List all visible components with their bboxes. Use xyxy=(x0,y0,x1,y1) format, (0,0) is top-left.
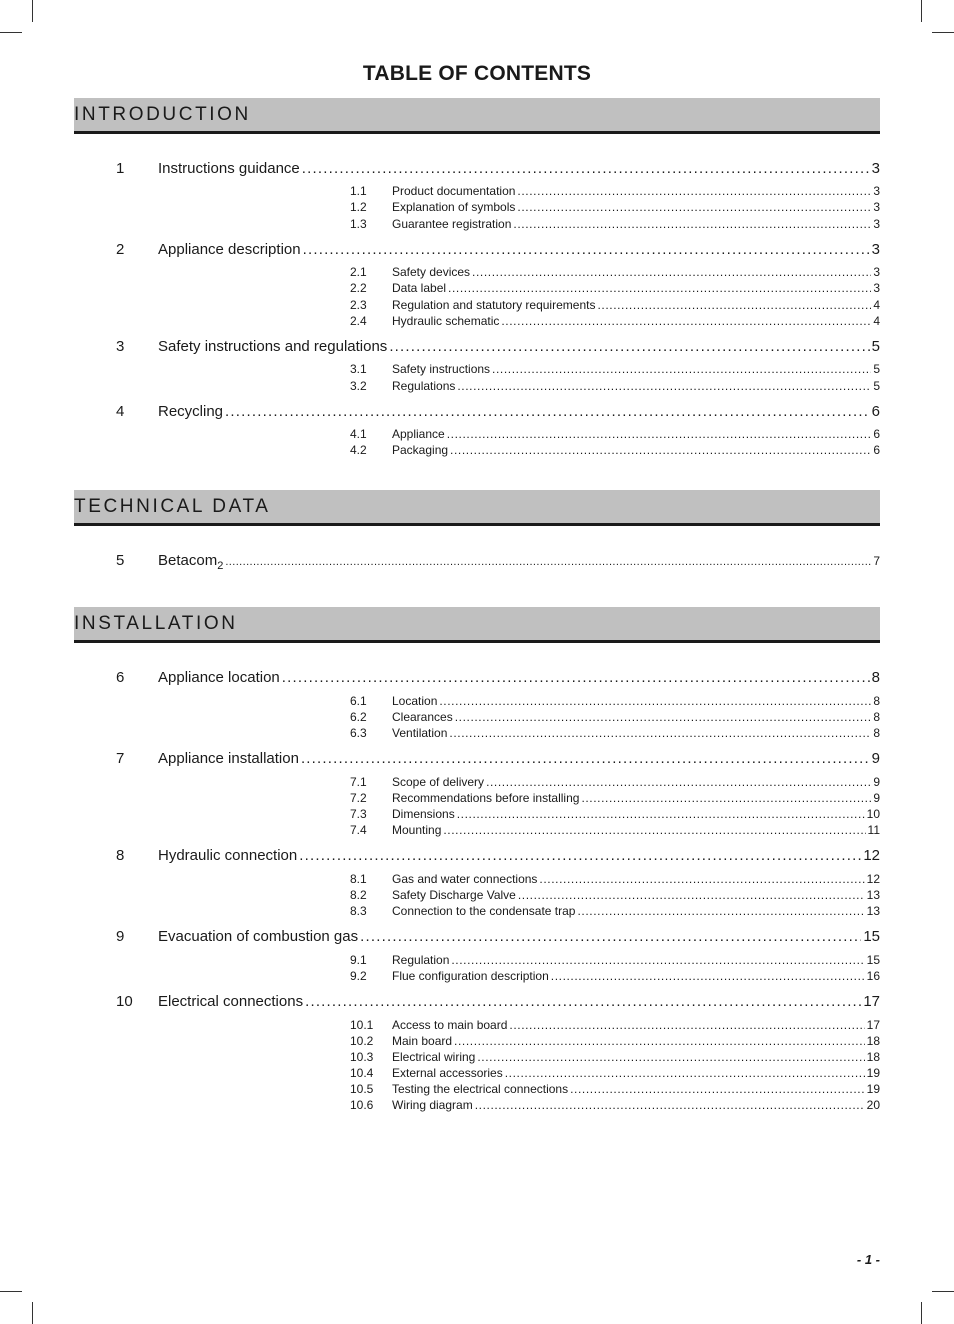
toc-chapter[interactable] xyxy=(116,403,880,423)
subsection-title: Connection to the condensate trap xyxy=(392,904,576,918)
chapter-number: 10 xyxy=(116,993,133,1010)
subsection-title: Clearances xyxy=(392,710,453,724)
toc-subsection[interactable] xyxy=(350,1066,880,1082)
toc-chapter[interactable] xyxy=(116,241,880,261)
toc-subsection[interactable] xyxy=(350,791,880,807)
subsection-title: Location xyxy=(392,694,438,708)
toc-subsection[interactable] xyxy=(350,1050,880,1066)
subsection-page: 16 xyxy=(866,969,880,983)
section-header xyxy=(74,490,880,526)
subsection-title: Electrical wiring xyxy=(392,1050,476,1064)
section-title: TECHNICAL DATA xyxy=(74,496,271,517)
subsection-number: 10.1 xyxy=(350,1018,374,1032)
subsection-title: Guarantee registration xyxy=(392,217,512,231)
crop-mark xyxy=(921,1302,922,1324)
subsection-number: 8.3 xyxy=(350,904,367,918)
subsection-title: Hydraulic schematic xyxy=(392,314,500,328)
subsection-number: 7.1 xyxy=(350,775,367,789)
subsection-page: 8 xyxy=(873,726,880,740)
toc-subsection[interactable] xyxy=(350,265,880,281)
toc-subsection[interactable] xyxy=(350,726,880,742)
toc-chapter[interactable] xyxy=(116,750,880,770)
subsection-title: Regulations xyxy=(392,379,456,393)
subsection-number: 7.4 xyxy=(350,823,367,837)
subsection-number: 8.1 xyxy=(350,872,367,886)
toc-subsection[interactable] xyxy=(350,427,880,443)
toc-subsection[interactable] xyxy=(350,217,880,233)
subsection-number: 10.2 xyxy=(350,1034,374,1048)
section-introduction xyxy=(74,98,880,134)
subsection-title: Safety Discharge Valve xyxy=(392,888,516,902)
subsection-page: 17 xyxy=(866,1018,880,1032)
toc-subsection[interactable] xyxy=(350,184,880,200)
toc-subsection[interactable] xyxy=(350,953,880,969)
subsection-title: Regulation and statutory requirements xyxy=(392,298,596,312)
toc-subsection[interactable] xyxy=(350,694,880,710)
subsection-title: Appliance xyxy=(392,427,445,441)
subsection-number: 9.2 xyxy=(350,969,367,983)
subsection-page: 9 xyxy=(873,775,880,789)
section-title: INSTALLATION xyxy=(74,613,238,634)
subsection-number: 10.6 xyxy=(350,1098,374,1112)
subsection-page: 10 xyxy=(866,807,880,821)
toc-chapter[interactable] xyxy=(116,552,880,572)
subsection-title: Wiring diagram xyxy=(392,1098,473,1112)
subsection-number: 1.2 xyxy=(350,200,367,214)
toc-chapter[interactable] xyxy=(116,669,880,689)
chapter-page: 17 xyxy=(863,993,880,1010)
toc-subsection[interactable] xyxy=(350,775,880,791)
crop-mark xyxy=(921,0,922,22)
subsection-page: 19 xyxy=(866,1066,880,1080)
subsection-page: 18 xyxy=(866,1034,880,1048)
toc-chapter[interactable] xyxy=(116,338,880,358)
subsection-number: 1.3 xyxy=(350,217,367,231)
subsection-number: 6.3 xyxy=(350,726,367,740)
subsection-title: Main board xyxy=(392,1034,453,1048)
subsection-number: 10.5 xyxy=(350,1082,374,1096)
toc-subsection[interactable] xyxy=(350,710,880,726)
chapter-title: Electrical connections xyxy=(158,993,304,1010)
subsection-page: 4 xyxy=(873,314,880,328)
subsection-number: 3.1 xyxy=(350,362,367,376)
subsection-number: 7.2 xyxy=(350,791,367,805)
page-number: - 1 - xyxy=(856,1252,880,1267)
chapter-title: Hydraulic connection xyxy=(158,847,298,864)
subsection-number: 9.1 xyxy=(350,953,367,967)
toc-subsection[interactable] xyxy=(350,1098,880,1114)
subsection-number: 6.2 xyxy=(350,710,367,724)
subsection-title: Testing the electrical connections xyxy=(392,1082,569,1096)
section-installation xyxy=(74,607,880,643)
subsection-title: Scope of delivery xyxy=(392,775,485,789)
toc-subsection[interactable] xyxy=(350,1082,880,1098)
subsection-page: 3 xyxy=(873,217,880,231)
toc-chapter[interactable] xyxy=(116,160,880,180)
subsection-page: 8 xyxy=(873,710,880,724)
chapter-title: Appliance description xyxy=(158,241,301,258)
subsection-number: 8.2 xyxy=(350,888,367,902)
toc-subsection[interactable] xyxy=(350,379,880,395)
chapter-number: 7 xyxy=(116,750,125,767)
subsection-number: 2.4 xyxy=(350,314,367,328)
toc-subsection[interactable] xyxy=(350,281,880,297)
chapter-page: 8 xyxy=(871,669,880,686)
toc-subsection[interactable] xyxy=(350,904,880,920)
chapter-page: 3 xyxy=(871,160,880,177)
chapter-number: 8 xyxy=(116,847,125,864)
subsection-page: 3 xyxy=(873,281,880,295)
page-title: TABLE OF CONTENTS xyxy=(362,62,592,85)
chapter-number: 5 xyxy=(116,552,125,569)
chapter-number: 1 xyxy=(116,160,125,177)
subsection-page: 12 xyxy=(866,872,880,886)
crop-mark xyxy=(0,32,22,33)
subsection-page: 9 xyxy=(873,791,880,805)
chapter-title-subscript: 2 xyxy=(217,560,224,572)
subsection-page: 5 xyxy=(873,379,880,393)
crop-mark xyxy=(932,32,954,33)
chapter-title: Evacuation of combustion gas xyxy=(158,928,359,945)
subsection-number: 4.2 xyxy=(350,443,367,457)
chapter-title: Appliance location xyxy=(158,669,280,686)
toc-subsection[interactable] xyxy=(350,362,880,378)
subsection-title: Gas and water connections xyxy=(392,872,538,886)
subsection-title: Ventilation xyxy=(392,726,448,740)
subsection-number: 4.1 xyxy=(350,427,367,441)
subsection-page: 5 xyxy=(873,362,880,376)
subsection-number: 10.3 xyxy=(350,1050,374,1064)
subsection-number: 1.1 xyxy=(350,184,367,198)
subsection-title: Safety devices xyxy=(392,265,471,279)
subsection-page: 3 xyxy=(873,265,880,279)
toc-chapter[interactable] xyxy=(116,928,880,948)
subsection-page: 13 xyxy=(866,888,880,902)
subsection-page: 11 xyxy=(867,823,880,837)
chapter-page: 6 xyxy=(871,403,880,420)
subsection-title: Explanation of symbols xyxy=(392,200,516,214)
section-title: INTRODUCTION xyxy=(74,104,251,125)
subsection-page: 15 xyxy=(866,953,880,967)
toc-subsection[interactable] xyxy=(350,872,880,888)
subsection-page: 6 xyxy=(873,443,880,457)
toc-subsection[interactable] xyxy=(350,1034,880,1050)
toc-subsection[interactable] xyxy=(350,1018,880,1034)
chapter-title: Betacom$_2$ xyxy=(158,552,224,572)
chapter-page: 9 xyxy=(871,750,880,767)
subsection-number: 7.3 xyxy=(350,807,367,821)
toc-subsection[interactable] xyxy=(350,298,880,314)
chapter-number: 3 xyxy=(116,338,125,355)
subsection-title: Mounting xyxy=(392,823,442,837)
section-header xyxy=(74,98,880,134)
chapter-page: 15 xyxy=(863,928,880,945)
subsection-page: 4 xyxy=(873,298,880,312)
chapter-page: 3 xyxy=(871,241,880,258)
subsection-title: Flue configuration description xyxy=(392,969,549,983)
subsection-title: Data label xyxy=(392,281,447,295)
toc-subsection[interactable] xyxy=(350,443,880,459)
crop-mark xyxy=(0,1291,22,1292)
chapter-number: 2 xyxy=(116,241,125,258)
section-header xyxy=(74,607,880,643)
subsection-title: External accessories xyxy=(392,1066,503,1080)
subsection-page: 3 xyxy=(873,184,880,198)
toc-chapter[interactable] xyxy=(116,993,880,1013)
subsection-title: Dimensions xyxy=(392,807,455,821)
subsection-page: 18 xyxy=(866,1050,880,1064)
toc-subsection[interactable] xyxy=(350,969,880,985)
crop-mark xyxy=(932,1291,954,1292)
section-technical-data xyxy=(74,490,880,526)
subsection-title: Recommendations before installing xyxy=(392,791,580,805)
crop-mark xyxy=(32,0,33,22)
toc-subsection[interactable] xyxy=(350,200,880,216)
chapter-title: Safety instructions and regulations xyxy=(158,338,388,355)
subsection-number: 2.3 xyxy=(350,298,367,312)
chapter-number: 4 xyxy=(116,403,125,420)
subsection-title: Packaging xyxy=(392,443,449,457)
toc-subsection[interactable] xyxy=(350,823,880,839)
subsection-title: Regulation xyxy=(392,953,450,967)
chapter-page: 5 xyxy=(871,338,880,355)
chapter-number: 6 xyxy=(116,669,125,686)
toc-subsection[interactable] xyxy=(350,807,880,823)
subsection-page: 13 xyxy=(866,904,880,918)
subsection-title: Safety instructions xyxy=(392,362,491,376)
subsection-number: 2.1 xyxy=(350,265,367,279)
subsection-page: 6 xyxy=(873,427,880,441)
subsection-number: 3.2 xyxy=(350,379,367,393)
chapter-number: 9 xyxy=(116,928,125,945)
crop-mark xyxy=(32,1302,33,1324)
toc-chapter[interactable] xyxy=(116,847,880,867)
subsection-page: 8 xyxy=(873,694,880,708)
subsection-title: Product documentation xyxy=(392,184,516,198)
chapter-page: 7 xyxy=(873,554,880,568)
subsection-number: 10.4 xyxy=(350,1066,374,1080)
toc-subsection[interactable] xyxy=(350,888,880,904)
chapter-title: Recycling xyxy=(158,403,224,420)
chapter-title: Appliance installation xyxy=(158,750,299,767)
chapter-page: 12 xyxy=(863,847,880,864)
toc-subsection[interactable] xyxy=(350,314,880,330)
subsection-page: 3 xyxy=(873,200,880,214)
subsection-page: 20 xyxy=(866,1098,880,1112)
subsection-number: 6.1 xyxy=(350,694,367,708)
subsection-title: Access to main board xyxy=(392,1018,508,1032)
subsection-page: 19 xyxy=(866,1082,880,1096)
subsection-number: 2.2 xyxy=(350,281,367,295)
chapter-title: Instructions guidance xyxy=(158,160,300,177)
